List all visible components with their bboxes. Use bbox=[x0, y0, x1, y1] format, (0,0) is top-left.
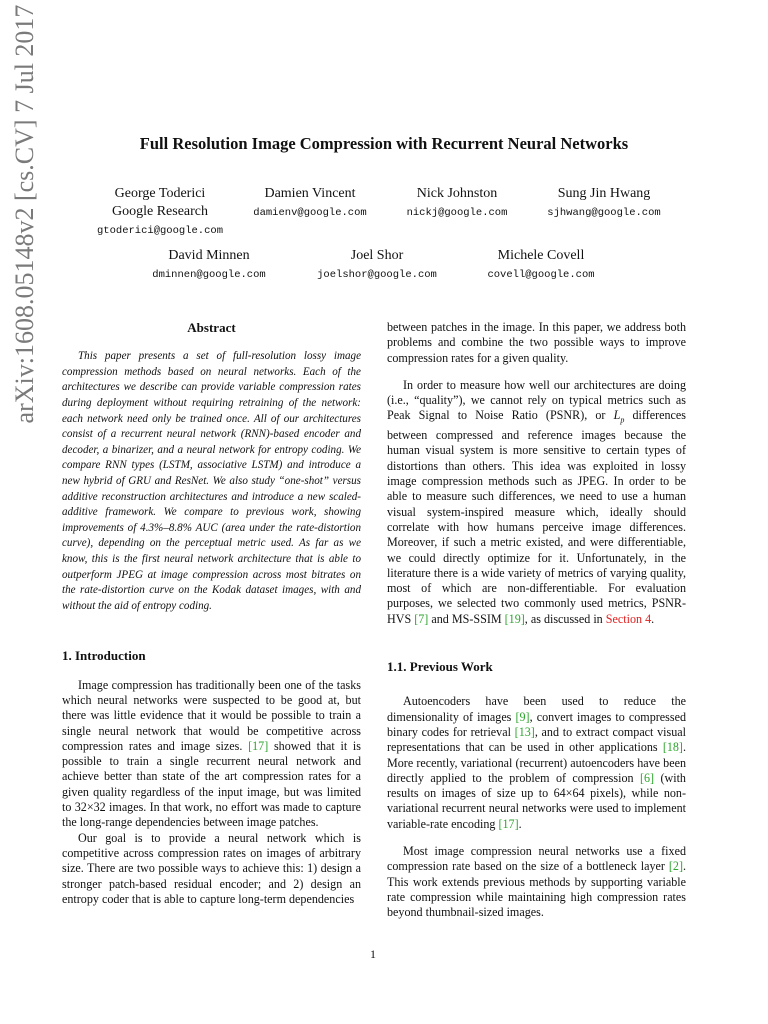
abstract-heading: Abstract bbox=[187, 320, 236, 335]
citation-link[interactable]: [17] bbox=[248, 738, 269, 753]
section-heading-previous-work: 1.1. Previous Work bbox=[387, 659, 493, 675]
previous-work-paragraph-1: Autoencoders have been used to reduce the dimensionality of images [9], convert images to compressed binary codes for retrieval [13], and to extract compact visual representations that can be used in other applications [18]. More recently, variational (recurrent) autoencoders have been directly applied to the problem of compression [6] (with results on images of size up to 64×64 pixels), while non-variational recurrent neural networks were used to implement variable-rate encoding [17]. bbox=[387, 694, 687, 831]
author-email: joelshor@google.com bbox=[317, 269, 437, 281]
abstract-body bbox=[62, 349, 361, 614]
author-affiliation: Google Research bbox=[111, 204, 209, 219]
intro-paragraph-1: Image compression has traditionally been one of the tasks which neural networks were suspected to be good at, but there was little evidence that it would be possible to train a single neural network that would be competitive across compression rates and image sizes. [17] showed that it is possible to train a single recurrent neural network and achieve better than state of the art compression rates for a given quality regardless of the input image, but was limited to 32×32 images. In that work, no effort was made to capture the long-range dependencies between image patches. bbox=[62, 677, 361, 830]
author-name: George Toderici bbox=[114, 186, 206, 201]
previous-work-paragraph-2: Most image compression neural networks use a fixed compression rate based on the size of a bottleneck layer [2]. This work extends previous methods by supporting variable rate compression while maintaining high compression rates beyond thumbnail-sized images. bbox=[387, 844, 687, 920]
author-name: Damien Vincent bbox=[264, 186, 356, 201]
author-name: Michele Covell bbox=[497, 248, 585, 263]
arxiv-identifier: arXiv:1608.05148v2 [cs.CV] 7 Jul 2017 bbox=[10, 4, 39, 424]
author-email: covell@google.com bbox=[487, 269, 595, 281]
citation-link[interactable]: [2] bbox=[668, 859, 683, 874]
citation-link[interactable]: [19] bbox=[504, 611, 525, 626]
author-email: damienv@google.com bbox=[253, 207, 367, 219]
right-column bbox=[387, 320, 686, 921]
citation-link[interactable]: [6] bbox=[639, 770, 655, 785]
citation-link[interactable]: [18] bbox=[662, 740, 683, 755]
abstract-text: This paper presents a set of full-resolution lossy image compression methods based on neural networks. Each of the architectures we describe can provide variable compression rates during deployment without requiring retraining of the network: each network need only be trained once. All of our architectures consist of a recurrent neural network (RNN)-based encoder and decoder, a binarizer, and a neural network for entropy coding. We compare RNN types (LSTM, associative LSTM) and introduce a new hybrid of GRU and ResNet. We also study “one-shot” versus additive reconstruction architectures and introduce a new scaled-additive framework. We compare to previous work, showing improvements of 4.3%–8.8% AUC (area under the rate-distortion curve), depending on the perceptual metric used. As far as we know, this is the first neural network architecture that is able to outperform JPEG at image compression across most bitrates on the rate-distortion curve on the Kodak dataset images, with and without the aid of entropy coding. bbox=[62, 350, 361, 612]
section-link[interactable]: Section 4 bbox=[605, 611, 652, 626]
intro-paragraph-2: Our goal is to provide a neural network which is competitive across compression rates on images of arbitrary size. There are two possible ways to achieve this: 1) design a stronger patch-based residual encoder; and 2) design an entropy coder that is able to capture long-term dependencies bbox=[62, 830, 361, 906]
citation-link[interactable]: [9] bbox=[515, 709, 530, 724]
citation-link[interactable]: [13] bbox=[514, 724, 535, 739]
author-email: sjhwang@google.com bbox=[547, 207, 661, 219]
right-paragraph-metrics: In order to measure how well our architectures are doing (i.e., “quality”), we cannot rely on typical metrics such as Peak Signal to Noise Ratio (PSNR), or $L_p$ differences between compressed and reference images because the human visual system is more sensitive to certain types of distortions than others. This idea was exploited in lossy image compression methods such as JPEG. In order to be able to measure such differences, we need to use a human visual system-inspired measure which, ideally should correlate with how humans perceive image differences. Moreover, if such a metric existed, and were differentiable, we could directly optimize for it. Unfortunately, in the literature there is a wide variety of metrics of varying quality, most of which are non-differentiable. For evaluation purposes, we selected two commonly used metrics, PSNR-HVS [7] and MS-SSIM [19], as discussed in Section 4. bbox=[387, 377, 686, 626]
citation-link[interactable]: [7] bbox=[414, 611, 429, 626]
author-name: Joel Shor bbox=[350, 248, 404, 263]
right-paragraph-0: between patches in the image. In this paper, we address both problems and combine the two possible ways to improve compression rates for a given quality. bbox=[387, 320, 686, 365]
page-number: 1 bbox=[370, 947, 376, 961]
author-name: Nick Johnston bbox=[416, 186, 498, 201]
author-name: Sung Jin Hwang bbox=[557, 186, 651, 201]
section-heading-introduction: 1. Introduction bbox=[62, 648, 146, 664]
author-email: dminnen@google.com bbox=[152, 269, 266, 281]
author-name: David Minnen bbox=[168, 248, 250, 263]
paper-title: Full Resolution Image Compression with Recurrent Neural Networks bbox=[139, 134, 629, 153]
author-email: nickj@google.com bbox=[406, 207, 508, 219]
author-email: gtoderici@google.com bbox=[96, 225, 224, 237]
citation-link[interactable]: [17] bbox=[498, 816, 519, 831]
left-column bbox=[62, 320, 361, 907]
